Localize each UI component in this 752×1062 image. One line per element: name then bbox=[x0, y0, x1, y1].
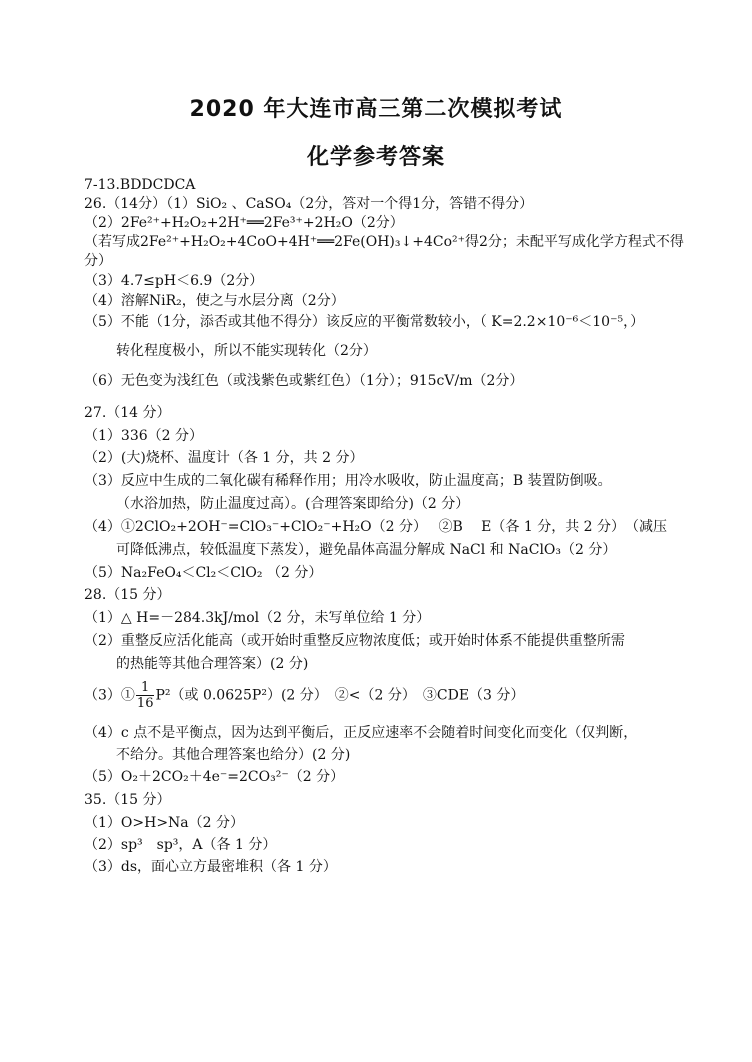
question-35-header: 35.（15 分） bbox=[84, 792, 171, 808]
question-27-header: 27.（14 分） bbox=[84, 405, 171, 421]
answer-line-28-2: （2）重整反应活化能高（或开始时重整反应物浓度低；或开始时体系不能提供重整所需 bbox=[84, 633, 625, 649]
page-subtitle: 化学参考答案 bbox=[306, 145, 445, 170]
answer-line-27-4: （4）①2ClO₂+2OH⁻=ClO₃⁻+ClO₂⁻+H₂O（2 分） ②B E（各 1 分，共 2 分） （减压 bbox=[84, 519, 668, 535]
answer-line-28-5: （5）O₂＋2CO₂＋4e⁻=2CO₃²⁻（2 分） bbox=[84, 769, 345, 785]
answer-line-28-3 bbox=[84, 680, 694, 711]
answer-line-26-5: （5）不能（1分，添否或其他不得分）该反应的平衡常数较小，（ K=2.2×10⁻⁶＜10⁻⁵，） bbox=[84, 314, 645, 330]
answer-line-28-2-cont: 的热能等其他合理答案）(2 分) bbox=[116, 656, 309, 672]
answer-line-26-5-cont: 转化程度极小，所以不能实现转化（2分） bbox=[116, 343, 377, 359]
answer-line-35-2: （2）sp³ sp³，A（各 1 分） bbox=[84, 837, 277, 853]
answer-line-27-1: （1）336（2 分） bbox=[84, 428, 203, 444]
answer-line-35-3: （3）ds，面心立方最密堆积（各 1 分） bbox=[84, 859, 337, 875]
answer-line-26-6: （6）无色变为浅红色（或浅紫色或紫红色）（1分）；915cV/m（2分） bbox=[84, 373, 524, 389]
answer-line-26-2-note-end: 分） bbox=[84, 253, 112, 269]
answer-line-28-3-rest: P²（或 0.0625P²）(2 分） ②<（2 分） ③CDE（3 分） bbox=[155, 687, 525, 704]
answer-line-35-1: （1）O>H>Na（2 分） bbox=[84, 815, 245, 831]
answer-line-28-3-prefix: （3）① bbox=[84, 687, 135, 704]
answer-line-27-4-cont: 可降低沸点，较低温度下蒸发），避免晶体高温分解成 NaCl 和 NaClO₃（2 分） bbox=[116, 542, 617, 558]
fraction bbox=[136, 680, 155, 711]
answer-line-27-5: （5）Na₂FeO₄＜Cl₂＜ClO₂ （2 分） bbox=[84, 565, 323, 581]
question-28-header: 28.（15 分） bbox=[84, 587, 171, 603]
answer-line-26-1: 26.（14分）（1）SiO₂ 、CaSO₄（2分，答对一个得1分，答错不得分） bbox=[84, 196, 534, 212]
page-title: 2020 年大连市高三第二次模拟考试 bbox=[189, 97, 563, 122]
fraction-numerator: 1 bbox=[136, 680, 155, 696]
answer-line-27-3: （3）反应中生成的二氧化碳有稀释作用；用冷水吸收，防止温度高；B 装置防倒吸。 bbox=[84, 473, 612, 489]
answer-line-28-4: （4）c 点不是平衡点，因为达到平衡后，正反应速率不会随着时间变化而变化（仅判断， bbox=[84, 725, 638, 741]
answer-line-28-4-cont: 不给分。其他合理答案也给分）(2 分) bbox=[116, 747, 351, 763]
answer-line-26-2: （2）2Fe²⁺+H₂O₂+2H⁺══2Fe³⁺+2H₂O（2分） bbox=[84, 215, 404, 231]
answer-line-mcq: 7-13.BDDCDCA bbox=[84, 177, 196, 193]
answer-line-27-3-cont: （水浴加热，防止温度过高）。(合理答案即给分)（2 分） bbox=[116, 496, 470, 512]
answer-line-27-2: （2）(大)烧杯、温度计（各 1 分，共 2 分） bbox=[84, 450, 364, 466]
fraction-denominator: 16 bbox=[136, 696, 154, 711]
answer-line-26-3: （3）4.7≤pH＜6.9（2分） bbox=[84, 273, 264, 289]
answer-line-26-4: （4）溶解NiR₂，使之与水层分离（2分） bbox=[84, 293, 345, 309]
answer-line-28-1: （1）△ H=－284.3kJ/mol（2 分，未写单位给 1 分） bbox=[84, 610, 431, 626]
answer-line-26-2-note: （若写成2Fe²⁺+H₂O₂+4CoO+4H⁺══2Fe(OH)₃↓+4Co²⁺得2分；未配平写成化学方程式不得 bbox=[84, 234, 684, 250]
